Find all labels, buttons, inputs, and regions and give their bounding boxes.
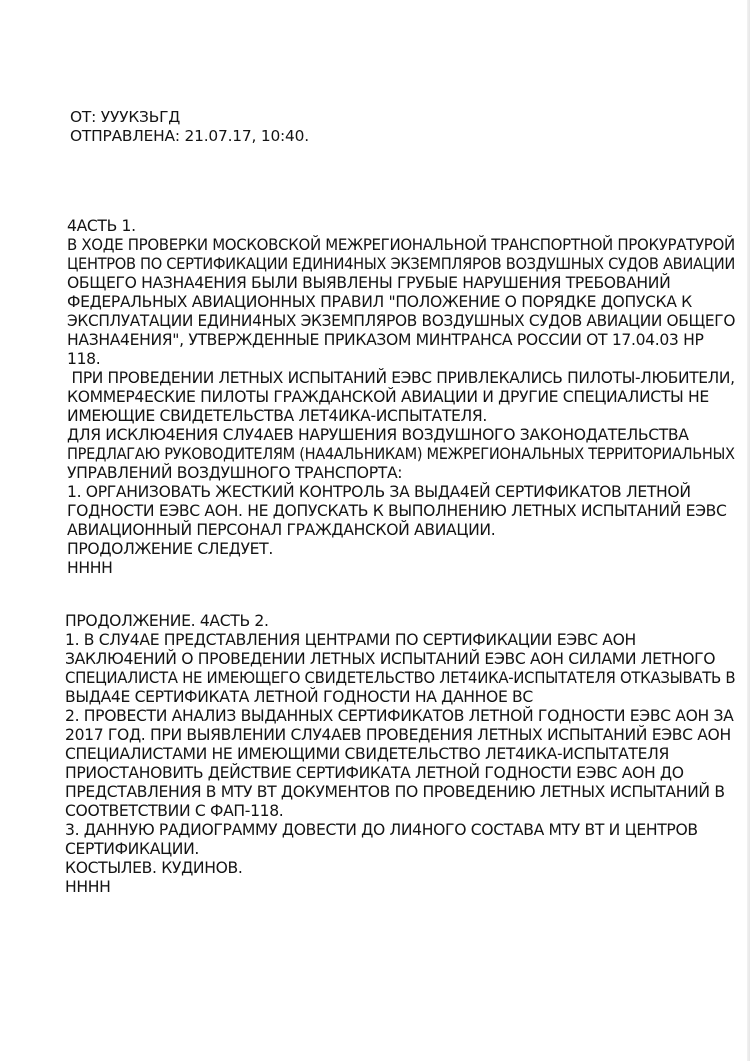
part2-line: ПРИОСТАНОВИТЬ ДЕЙСТВИЕ СЕРТИФИКАТА ЛЕТНОЙ ГОДНОСТИ ЕЭВС АОН ДО	[65, 764, 684, 782]
part2-line: 3. ДАННУЮ РАДИОГРАММУ ДОВЕСТИ ДО ЛИ4НОГО СОСТАВА МТУ ВТ И ЦЕНТРОВ	[65, 821, 698, 839]
part1-line: ОБЩЕГО НАЗНА4ЕНИЯ БЫЛИ ВЫЯВЛЕНЫ ГРУБЫЕ НАРУШЕНИЯ ТРЕБОВАНИЙ	[67, 274, 671, 292]
part2-line: ВЫДА4Е СЕРТИФИКАТА ЛЕТНОЙ ГОДНОСТИ НА ДАННОЕ ВС	[65, 688, 533, 706]
part1-line: 4АСТЬ 1.	[67, 217, 136, 235]
part1-line: ФЕДЕРАЛЬНЫХ АВИАЦИОННЫХ ПРАВИЛ "ПОЛОЖЕНИЕ О ПОРЯДКЕ ДОПУСКА К	[67, 293, 692, 311]
part1-line: ДЛЯ ИСКЛЮ4ЕНИЯ СЛУ4АЕВ НАРУШЕНИЯ ВОЗДУШНОГО ЗАКОНОДАТЕЛЬСТВА	[67, 426, 689, 444]
part2-line: СООТВЕТСТВИИ С ФАП-118.	[65, 802, 284, 820]
part1-line: УПРАВЛЕНИЙ ВОЗДУШНОГО ТРАНСПОРТА:	[67, 464, 403, 482]
signature-line: КОСТЫЛЕВ. КУДИНОВ.	[65, 859, 243, 877]
part1-line: КОММЕР4ЕСКИЕ ПИЛОТЫ ГРАЖДАНСКОЙ АВИАЦИИ И ДРУГИЕ СПЕЦИАЛИСТЫ НЕ	[67, 388, 709, 406]
part1-line: ПРОДОЛЖЕНИЕ СЛЕДУЕТ.	[67, 540, 273, 558]
part2-line: ПРЕДСТАВЛЕНИЯ В МТУ ВТ ДОКУМЕНТОВ ПО ПРОВЕДЕНИЮ ЛЕТНЫХ ИСПЫТАНИЙ В	[65, 783, 725, 801]
sent-timestamp-line: ОТПРАВЛЕНА: 21.07.17, 10:40.	[70, 127, 309, 145]
part2-line: 2. ПРОВЕСТИ АНАЛИЗ ВЫДАННЫХ СЕРТИФИКАТОВ ЛЕТНОЙ ГОДНОСТИ ЕЭВС АОН ЗА	[65, 707, 734, 725]
part2-line: СПЕЦИАЛИСТА НЕ ИМЕЮЩЕГО СВИДЕТЕЛЬСТВО ЛЕТ4ИКА-ИСПЫТАТЕЛЯ ОТКАЗЫВАТЬ В	[65, 669, 736, 687]
part1-line: 1. ОРГАНИЗОВАТЬ ЖЕСТКИЙ КОНТРОЛЬ ЗА ВЫДА4ЕЙ СЕРТИФИКАТОВ ЛЕТНОЙ	[67, 483, 691, 501]
part1-line: ЦЕНТРОВ ПО СЕРТИФИКАЦИИ ЕДИНИ4НЫХ ЭКЗЕМПЛЯРОВ ВОЗДУШНЫХ СУДОВ АВИАЦИИ	[67, 255, 735, 273]
part1-line: ИМЕЮЩИЕ СВИДЕТЕЛЬСТВА ЛЕТ4ИКА-ИСПЫТАТЕЛЯ.	[67, 407, 487, 425]
part2-line: 2017 ГОД. ПРИ ВЫЯВЛЕНИИ СЛУ4АЕВ ПРОВЕДЕНИЯ ЛЕТНЫХ ИСПЫТАНИЙ ЕЭВС АОН	[65, 726, 731, 744]
part2-line: СПЕЦИАЛИСТАМИ НЕ ИМЕЮЩИМИ СВИДЕТЕЛЬСТВО ЛЕТ4ИКА-ИСПЫТАТЕЛЯ	[65, 745, 669, 763]
part1-line: АВИАЦИОННЫЙ ПЕРСОНАЛ ГРАЖДАНСКОЙ АВИАЦИИ.	[67, 521, 496, 539]
part1-line: ЭКСПЛУАТАЦИИ ЕДИНИ4НЫХ ЭКЗЕМПЛЯРОВ ВОЗДУШНЫХ СУДОВ АВИАЦИИ ОБЩЕГО	[67, 312, 736, 330]
part1-line: ПРИ ПРОВЕДЕНИИ ЛЕТНЫХ ИСПЫТАНИЙ ЕЭВС ПРИВЛЕКАЛИСЬ ПИЛОТЫ-ЛЮБИТЕЛИ,	[67, 369, 735, 387]
part1-end-marker: НННН	[67, 559, 113, 577]
part2-line: ПРОДОЛЖЕНИЕ. 4АСТЬ 2.	[65, 612, 269, 630]
part2-line: СЕРТИФИКАЦИИ.	[65, 840, 200, 858]
part1-line: ГОДНОСТИ ЕЭВС АОН. НЕ ДОПУСКАТЬ К ВЫПОЛНЕНИЮ ЛЕТНЫХ ИСПЫТАНИЙ ЕЭВС	[67, 502, 727, 520]
part1-line: ПРЕДЛАГАЮ РУКОВОДИТЕЛЯМ (НА4АЛЬНИКАМ) МЕЖРЕГИОНАЛЬНЫХ ТЕРРИТОРИАЛЬНЫХ	[67, 445, 735, 463]
sender-line: ОТ: УУУКЗЬГД	[70, 108, 181, 126]
part2-line: ЗАКЛЮ4ЕНИЙ О ПРОВЕДЕНИИ ЛЕТНЫХ ИСПЫТАНИЙ ЕЭВС АОН СИЛАМИ ЛЕТНОГО	[65, 650, 716, 668]
part2-line: 1. В СЛУ4АЕ ПРЕДСТАВЛЕНИЯ ЦЕНТРАМИ ПО СЕРТИФИКАЦИИ ЕЭВС АОН	[65, 631, 636, 649]
part2-end-marker: НННН	[65, 878, 111, 896]
part1-line: НАЗНА4ЕНИЯ", УТВЕРЖДЕННЫЕ ПРИКАЗОМ МИНТРАНСА РОССИИ ОТ 17.04.03 НР	[67, 331, 704, 349]
part1-line: 118.	[67, 350, 101, 368]
part1-line: В ХОДЕ ПРОВЕРКИ МОСКОВСКОЙ МЕЖРЕГИОНАЛЬНОЙ ТРАНСПОРТНОЙ ПРОКУРАТУРОЙ	[67, 236, 735, 254]
